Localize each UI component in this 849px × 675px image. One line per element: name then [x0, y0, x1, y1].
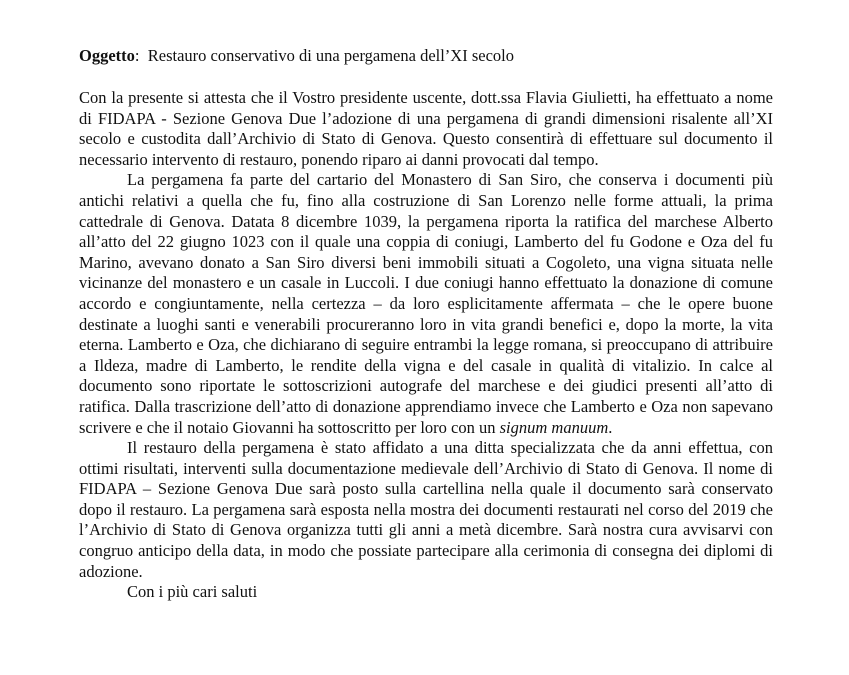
paragraph-description-italic: signum manuum: [499, 417, 609, 437]
paragraph-description: [79, 170, 773, 438]
subject-line: [79, 45, 773, 67]
paragraph-attestation-text: Con la presente si attesta che il Vostro presidente uscente, dott.ssa Flavia Giulietti, ha effettuato a nome di FIDAPA - Sezione Genova Due l’adozione di una pergamena di grandi dimensioni risalente all’XI secolo e custodita dall’Archivio di Stato di Genova. Questo consentirà di effettuare sul documento il necessario intervento di restauro, ponendo riparo ai danni provocati dal tempo.: [79, 88, 773, 169]
subject-text: Restauro conservativo di una pergamena dell’XI secolo: [147, 46, 514, 65]
letter-document: [79, 45, 773, 603]
paragraph-attestation: [79, 88, 773, 170]
paragraph-restoration-text: Il restauro della pergamena è stato affidato a una ditta specializzata che da anni effettua, con ottimi risultati, interventi sulla documentazione medievale dell’Archivio di Stato di Genova. Il nome di FIDAPA – Sezione Genova Due sarà posto sulla cartellina nella quale il documento sarà conservato dopo il restauro. La pergamena sarà esposta nella mostra dei documenti restaurati nel corso del 2019 che l’Archivio di Stato di Genova organizza tutti gli anni a metà dicembre. Sarà nostra cura avvisarvi con congruo anticipo della data, in modo che possiate partecipare alla cerimonia di consegna dei diplomi di adozione.: [79, 438, 773, 581]
paragraph-restoration: [79, 438, 773, 582]
paragraph-description-text: La pergamena fa parte del cartario del Monastero di San Siro, che conserva i documenti più antichi relativi a quella che fu, fino alla costruzione di San Lorenzo nelle forme attuali, la prima cattedrale di Genova. Datata 8 dicembre 1039, la pergamena riporta la ratifica del marchese Alberto all’atto del 22 giugno 1023 con il quale una coppia di coniugi, Lamberto del fu Godone e Oza del fu Marino, avevano donato a San Siro diversi beni immobili situati a Cogoleto, una vigna situata nelle vicinanze del monastero e un casale in Luccoli. I due coniugi hanno effettuato la donazione di comune accordo e congiuntamente, nella certezza – da loro esplicitamente affermata – che le opere buone destinate a luoghi santi e venerabili procureranno loro in vita grandi benefici e, dopo la morte, la vita eterna. Lamberto e Oza, che dichiarano di seguire entrambi la legge romana, si preoccupano di attribuire a Ildeza, madre di Lamberto, le rendite della vigna e del casale in qualità di vitalizio. In calce al documento sono riportate le sottoscrizioni autografe del marchese e dei giudici presenti all’atto di ratifica. Dalla trascrizione dell’atto di donazione apprendiamo invece che Lamberto e Oza non sapevano scrivere e che il notaio Giovanni ha sottoscritto per loro con un: [79, 170, 773, 437]
subject-label: Oggetto: [79, 46, 135, 65]
paragraph-description-tail: .: [608, 417, 613, 437]
subject-colon: :: [134, 46, 148, 65]
closing-greeting: Con i più cari saluti: [127, 582, 258, 602]
